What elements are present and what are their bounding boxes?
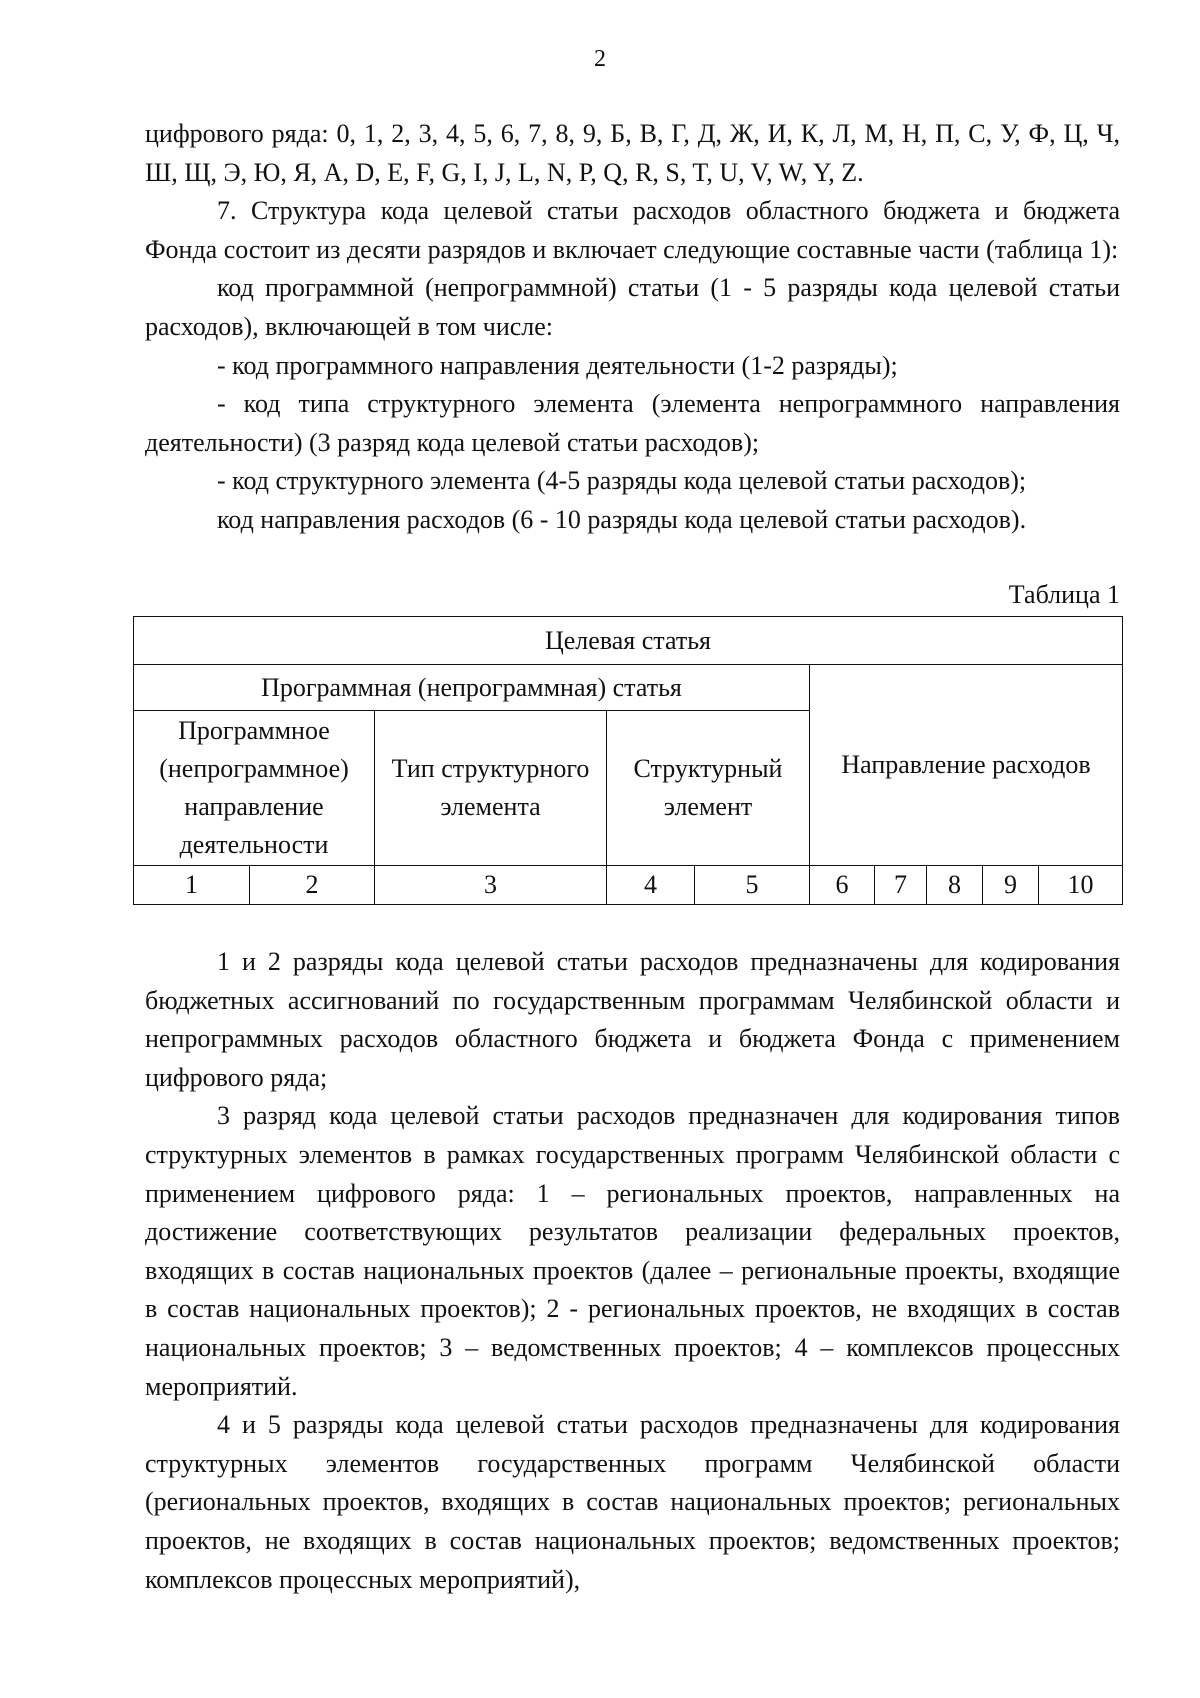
digit-cell: 10 [1039,866,1123,905]
paragraph: код направления расходов (6 - 10 разряды кода целевой статьи расходов). [217,504,1027,534]
digit-cell: 9 [983,866,1039,905]
page-number: 2 [594,46,606,72]
paragraph: цифрового ряда: 0, 1, 2, 3, 4, 5, 6, 7, 8, 9, Б, В, Г, Д, Ж, И, К, Л, М, Н, П, С, У, Ф, Ц, Ч, Ш, Щ, Э, Ю, Я, A, D, E, F, G, I, J, L, N, P, Q, R, S, T, U, V, W, Y, Z. [145,119,1120,187]
paragraph: - код типа структурного элемента (элемента непрограммного направления деятельности) (3 разряд кода целевой статьи расходов); [145,389,1120,457]
digit-cell: 1 [134,866,250,905]
paragraph: код программной (непрограммной) статьи (1 - 5 разряды кода целевой статьи расходов), включающей в том числе: [145,273,1120,341]
digit-cell: 3 [375,866,607,905]
digit-cell: 8 [927,866,983,905]
digit-cell: 5 [695,866,810,905]
table-header-program: Программная (непрограммная) статья [134,665,810,711]
paragraph: - код программного направления деятельности (1-2 разряды); [217,350,898,380]
code-structure-table [133,616,1123,905]
digit-cell: 7 [875,866,927,905]
paragraph: - код структурного элемента (4-5 разряды кода целевой статьи расходов); [217,466,1027,496]
table-header-main: Целевая статья [134,617,1123,665]
table-header-expense-direction: Направление расходов [810,665,1123,866]
table-header-structural-element: Структурный элемент [607,711,810,866]
body-text-bottom [145,943,1120,1599]
body-text-top [145,115,1120,540]
table-header-direction-activity: Программное (непрограммное) направление деятельности [134,711,375,866]
table-caption: Таблица 1 [1008,580,1120,609]
paragraph: 1 и 2 разряды кода целевой статьи расходов предназначены для кодирования бюджетных ассигнований по государственным программам Челябинской области и непрограммных расходов областного бюджета и бюджета Фонда с применением цифрового ряда; [145,947,1120,1092]
table-header-type-element: Тип структурного элемента [375,711,607,866]
digit-cell: 6 [810,866,875,905]
paragraph: 3 разряд кода целевой статьи расходов предназначен для кодирования типов структурных элементов в рамках государственных программ Челябинской области с применением цифрового ряда: 1 – региональных проектов, направленных на достижение соответствующих результатов реализации федеральных проектов, входящих в состав национальных проектов (далее – региональные проекты, входящие в состав национальных проектов); 2 - региональных проектов, не входящих в состав национальных проектов; 3 – ведомственных проектов; 4 – комплексов процессных мероприятий. [145,1101,1120,1401]
digit-cell: 4 [607,866,695,905]
digit-cell: 2 [250,866,375,905]
paragraph: 7. Структура кода целевой статьи расходов областного бюджета и бюджета Фонда состоит из десяти разрядов и включает следующие составные части (таблица 1): [145,196,1120,264]
paragraph: 4 и 5 разряды кода целевой статьи расходов предназначены для кодирования структурных элементов государственных программ Челябинской области (региональных проектов, входящих в состав национальных проектов; региональных проектов, не входящих в состав национальных проектов; ведомственных проектов; комплексов процессных мероприятий), [145,1410,1120,1594]
